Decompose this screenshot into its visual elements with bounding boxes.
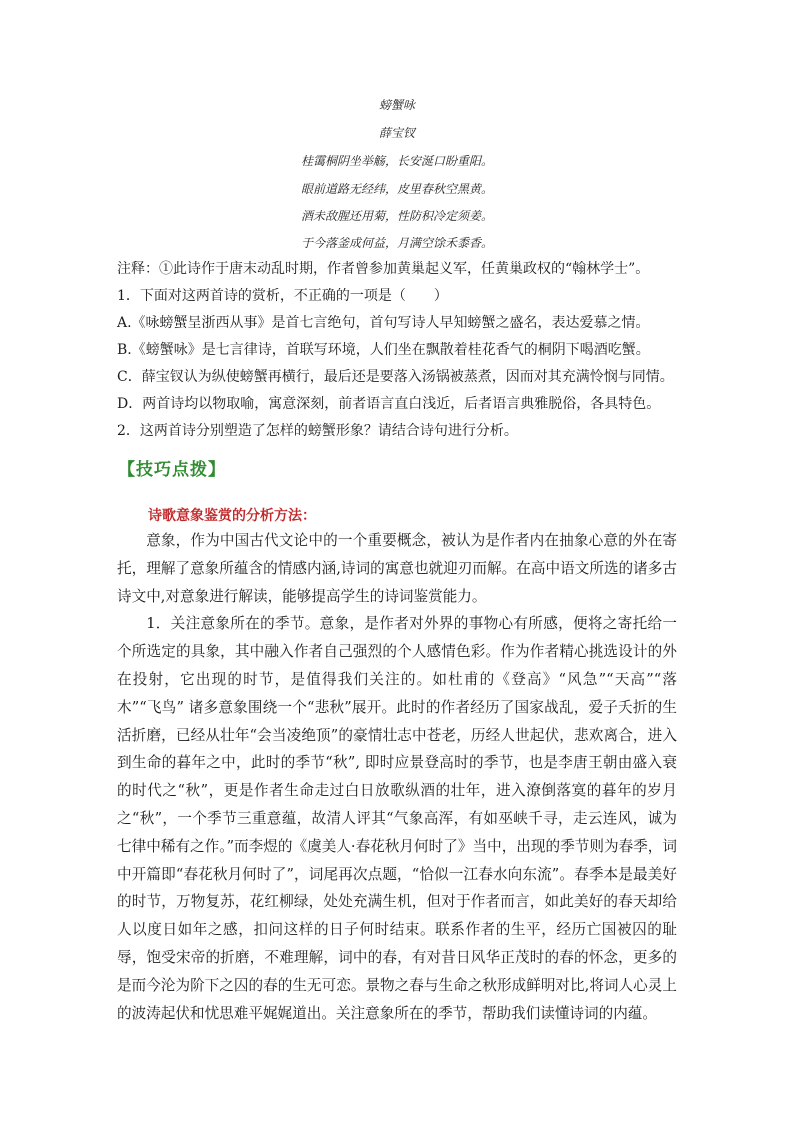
poem-line-4: 于今落釜成何益，月满空馀禾黍香。 [300, 236, 493, 250]
question-1-stem: 1．下面对这两首诗的赏析，不正确的一项是（ ） [117, 288, 448, 304]
poem-line-1: 桂霭桐阴坐举觞，长安涎口盼重阳。 [300, 154, 493, 168]
paragraph-intro: 意象，作为中国古代文论中的一个重要概念，被认为是作者内在抽象心意的外在寄托，理解了意象所蕴含的情感内涵,诗词的寓意也就迎刃而解。在高中语文所选的诸多古诗文中,对意象进行解读，能够提高学生的诗词鉴赏能力。 [117, 532, 677, 605]
body-text [117, 527, 677, 1027]
question-1-option-b: B.《螃蟹咏》是七言律诗，首联写环境，人们坐在飘散着桂花香气的桐阴下喝酒吃蟹。 [117, 342, 650, 358]
question-1-option-c: C．薛宝钗认为纵使螃蟹再横行，最后还是要落入汤锅被蒸煮，因而对其充满怜悯与同情。 [117, 369, 674, 385]
poem-line-2: 眼前道路无经纬，皮里春秋空黑黄。 [300, 182, 493, 196]
poem-line-3: 酒未敌腥还用菊，性防积冷定须姜。 [300, 209, 493, 223]
question-1-option-d: D．两首诗均以物取喻，寓意深刻，前者语言直白浅近，后者语言典雅脱俗，各具特色。 [117, 396, 661, 412]
paragraph-season: 1．关注意象所在的季节。意象，是作者对外界的事物心有所感，便将之寄托给一个所选定的具象，其中融入作者自己强烈的个人感情色彩。作为作者精心挑选设计的外在投射，它出现的时节，是值得我们关注的。如杜甫的《登高》“风急”“天高”“落木”“飞鸟” 诸多意象围绕一个“悲秋”展开。此时的作者经历了国家战乱，爱子夭折的生活折磨，已经从壮年“会当凌绝顶”的豪情壮志中苍老，历经人世起伏，悲欢离合，进入到生命的暮年之中，此时的季节“秋”, 即时应景登高时的季节，也是李唐王朝由盛入衰的时代之“秋”，更是作者生命走过白日放歌纵酒的壮年，进入潦倒落寞的暮年的岁月之“秋”，一个季节三重意蕴，故清人评其“气象高浑，有如巫峡千寻，走云连风，诚为七律中稀有之作。”而李煜的《虞美人·春花秋月何时了》当中，出现的季节则为春季，词中开篇即“春花秋月何时了”，词尾再次点题，“恰似一江春水向东流”。春季本是最美好的时节，万物复苏，花红柳绿，处处充满生机，但对于作者而言，如此美好的春天却给人以度日如年之感，扣问这样的日子何时结束。联系作者的生平，经历亡国被囚的耻辱，饱受宋帝的折磨，不难理解，词中的春，有对昔日风华正茂时的春的怀念，更多的是而今沦为阶下之囚的春的生无可恋。景物之春与生命之秋形成鲜明对比,将词人心灵上的波涛起伏和忧思难平娓娓道出。关注意象所在的季节，帮助我们读懂诗词的内蕴。 [117, 615, 677, 1022]
poem-author: 薛宝钗 [378, 126, 415, 140]
method-title: 诗歌意象鉴赏的分析方法： [148, 508, 316, 524]
annotation-note: 注释：①此诗作于唐末动乱时期，作者曾参加黄巢起义军，任黄巢政权的“翰林学士”。 [117, 261, 650, 277]
poem-title: 螃蟹咏 [378, 98, 415, 112]
question-2: 2．这两首诗分别塑造了怎样的螃蟹形象？请结合诗句进行分析。 [117, 423, 518, 439]
question-1-option-a: A.《咏螃蟹呈浙西从事》是首七言绝句，首句写诗人早知螃蟹之盛名，表达爱慕之情。 [117, 315, 650, 331]
section-heading: 【技巧点拨】 [118, 460, 226, 480]
